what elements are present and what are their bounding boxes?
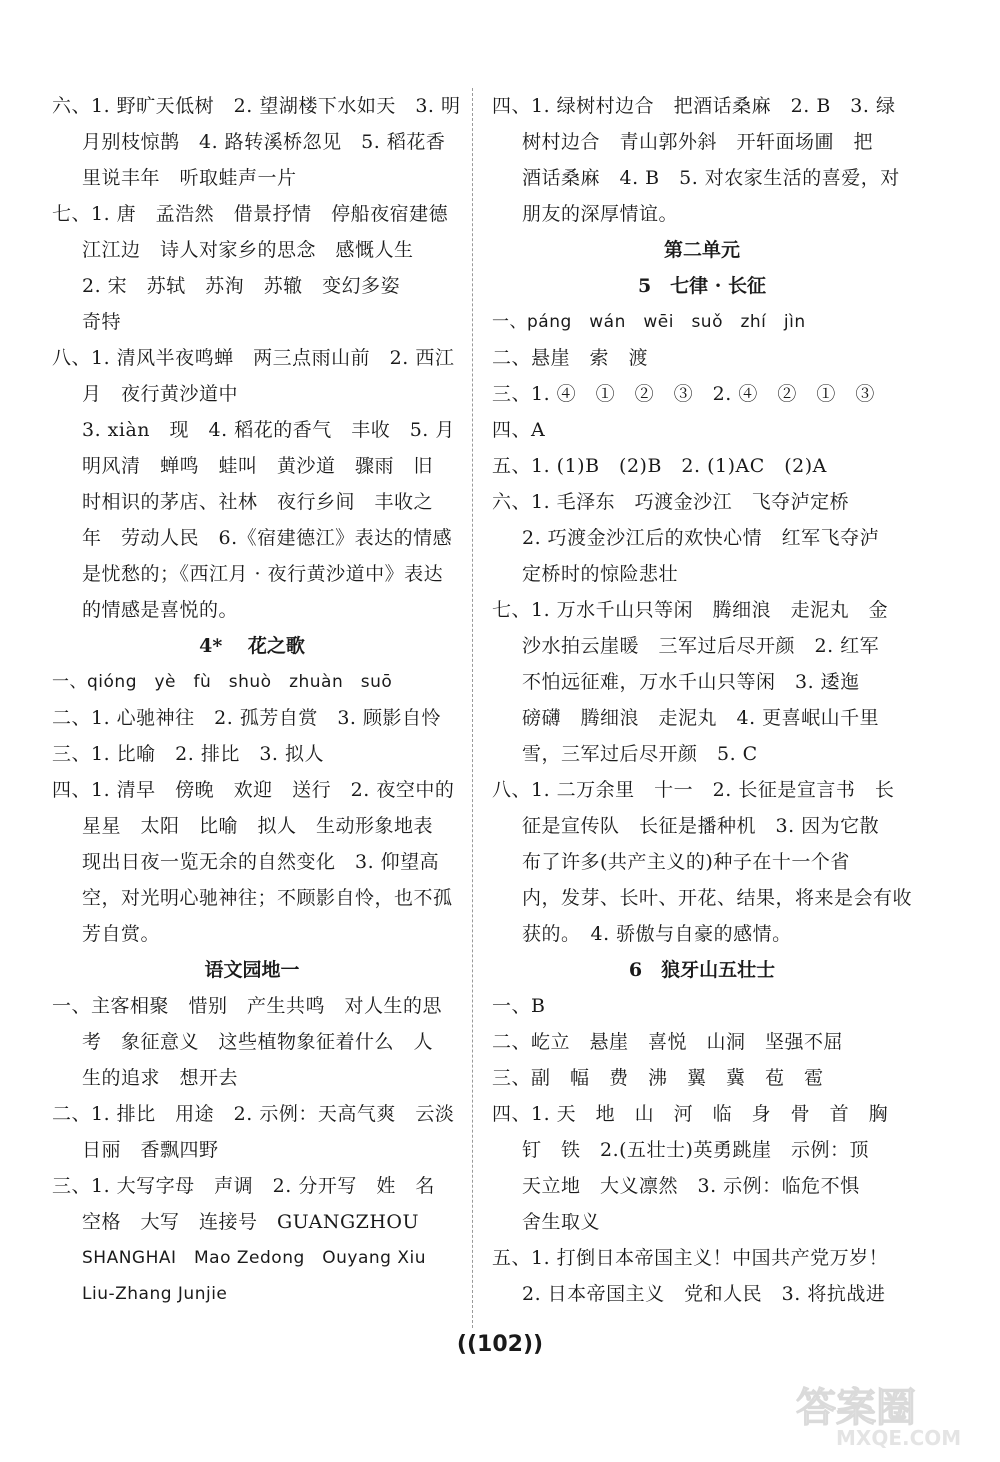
answer-line: 七、1. 唐 孟浩然 借景抒情 停船夜宿建德 (52, 203, 449, 225)
answer-line: 月别枝惊鹊 4. 路转溪桥忽见 5. 稻花香 (82, 131, 446, 153)
answer-line: 三、1. 比喻 2. 排比 3. 拟人 (52, 743, 325, 765)
answer-line: 明风清 蝉鸣 蛙叫 黄沙道 骤雨 旧 (82, 455, 434, 477)
answer-line: 树村边合 青山郭外斜 开轩面场圃 把 (522, 131, 874, 153)
answer-line: 四、A (492, 419, 546, 441)
answer-line: 不怕远征难，万水千山只等闲 3. 逶迤 (522, 671, 860, 693)
answer-line: 二、屹立 悬崖 喜悦 山洞 坚强不屈 (492, 1031, 844, 1053)
answer-line: 布了许多(共产主义的)种子在十一个省 (522, 851, 850, 873)
left-column (52, 88, 461, 1312)
watermark-logo (776, 1374, 986, 1454)
answer-line: 空格 大写 连接号 GUANGZHOU (82, 1211, 419, 1233)
answer-line: 二、1. 心驰神往 2. 孤芳自赏 3. 顾影自怜 (52, 707, 442, 729)
answer-line: 2. 巧渡金沙江后的欢快心情 红军飞夺泸 (522, 527, 880, 549)
answer-line: 日丽 香飘四野 (82, 1139, 219, 1161)
watermark-text: 答案圈 (796, 1385, 916, 1431)
answer-line: 里说丰年 听取蛙声一片 (82, 167, 297, 189)
answer-line: 二、悬崖 索 渡 (492, 347, 649, 369)
answer-line: 六、1. 毛泽东 巧渡金沙江 飞夺泸定桥 (492, 491, 850, 513)
answer-line: 年 劳动人民 6.《宿建德江》表达的情感 (82, 527, 453, 549)
answer-line: 时相识的茅店、社林 夜行乡间 丰收之 (82, 491, 434, 513)
pinyin-line: 一、páng wán wēi suǒ zhí jìn (492, 312, 806, 332)
lesson-heading: 6 狼牙山五壮士 (628, 959, 776, 981)
watermark-url: MXQE.COM (836, 1426, 962, 1450)
answer-line: 钉 铁 2.(五壮士)英勇跳崖 示例：顶 (522, 1139, 869, 1161)
answer-line: 征是宣传队 长征是播种机 3. 因为它散 (522, 815, 880, 837)
answer-line: SHANGHAI Mao Zedong Ouyang Xiu (82, 1248, 427, 1268)
answer-line: 七、1. 万水千山只等闲 腾细浪 走泥丸 金 (492, 599, 889, 621)
answer-line: 沙水拍云崖暖 三军过后尽开颜 2. 红军 (522, 635, 880, 657)
answer-line: 获的。 4. 骄傲与自豪的感情。 (522, 923, 792, 945)
answer-line: 三、副 幅 费 沸 翼 冀 苞 雹 (492, 1067, 824, 1089)
answer-line: 奇特 (82, 311, 122, 333)
answer-line: 酒话桑麻 4. B 5. 对农家生活的喜爱，对 (522, 167, 900, 189)
answer-line: 2. 宋 苏轼 苏洵 苏辙 变幻多姿 (82, 275, 401, 297)
answer-line: 八、1. 清风半夜鸣蝉 两三点雨山前 2. 西江 (52, 347, 455, 369)
lesson-heading: 4* 花之歌 (199, 635, 305, 657)
answer-line: 3. xiàn 现 4. 稻花的香气 丰收 5. 月 (82, 419, 455, 441)
answer-line: 定桥时的惊险悲壮 (522, 563, 679, 585)
answer-line: 雪，三军过后尽开颜 5. C (522, 743, 758, 765)
answer-line: 月 夜行黄沙道中 (82, 383, 239, 405)
right-column (492, 88, 912, 1312)
answer-line: 朋友的深厚情谊。 (522, 203, 679, 225)
answer-line: 一、主客相聚 惜别 产生共鸣 对人生的思 (52, 995, 443, 1017)
answer-line: 星星 太阳 比喻 拟人 生动形象地表 (82, 815, 434, 837)
answer-line: 空，对光明心驰神往；不顾影自怜，也不孤 (82, 887, 453, 909)
answer-line: Liu-Zhang Junjie (82, 1284, 228, 1304)
answer-line: 现出日夜一览无余的自然变化 3. 仰望高 (82, 851, 440, 873)
page-number: ((102)) (456, 1332, 544, 1357)
answer-line: 五、1. 打倒日本帝国主义！中国共产党万岁！ (492, 1247, 889, 1269)
answer-line: 三、1. 大写字母 声调 2. 分开写 姓 名 (52, 1175, 435, 1197)
answer-line: 考 象征意义 这些植物象征着什么 人 (82, 1031, 434, 1053)
column-divider (472, 88, 473, 1328)
lesson-heading: 5 七律 · 长征 (637, 275, 767, 297)
answer-line: 八、1. 二万余里 十一 2. 长征是宣言书 长 (492, 779, 895, 801)
answer-line: 四、1. 绿树村边合 把酒话桑麻 2. B 3. 绿 (492, 95, 896, 117)
answer-line: 六、1. 野旷天低树 2. 望湖楼下水如天 3. 明 (52, 95, 461, 117)
unit-heading: 第二单元 (663, 239, 740, 261)
answer-line: 的情感是喜悦的。 (82, 599, 239, 621)
answer-line: 磅礴 腾细浪 走泥丸 4. 更喜岷山千里 (522, 707, 880, 729)
section-heading: 语文园地一 (204, 959, 300, 981)
answer-line: 四、1. 清早 傍晚 欢迎 送行 2. 夜空中的 (52, 779, 455, 801)
answer-line: 芳自赏。 (82, 923, 161, 945)
answer-line: 舍生取义 (522, 1211, 601, 1233)
answer-line: 二、1. 排比 用途 2. 示例：天高气爽 云淡 (52, 1103, 455, 1125)
answer-line: 2. 日本帝国主义 党和人民 3. 将抗战进 (522, 1283, 886, 1305)
answer-line: 江江边 诗人对家乡的思念 感慨人生 (82, 239, 414, 261)
pinyin-line: 一、qióng yè fù shuò zhuàn suō (52, 672, 393, 692)
answer-line: 天立地 大义凛然 3. 示例：临危不惧 (522, 1175, 860, 1197)
answer-line: 四、1. 天 地 山 河 临 身 骨 首 胸 (492, 1103, 889, 1125)
answer-line: 内，发芽、长叶、开花、结果，将来是会有收 (522, 887, 913, 909)
answer-line: 五、1. (1)B (2)B 2. (1)AC (2)A (492, 455, 827, 477)
answer-line: 三、1. ④ ① ② ③ 2. ④ ② ① ③ (492, 383, 875, 405)
answer-line: 是忧愁的；《西江月 · 夜行黄沙道中》表达 (82, 563, 444, 585)
answer-line: 生的追求 想开去 (82, 1067, 239, 1089)
answer-line: 一、B (492, 995, 546, 1017)
